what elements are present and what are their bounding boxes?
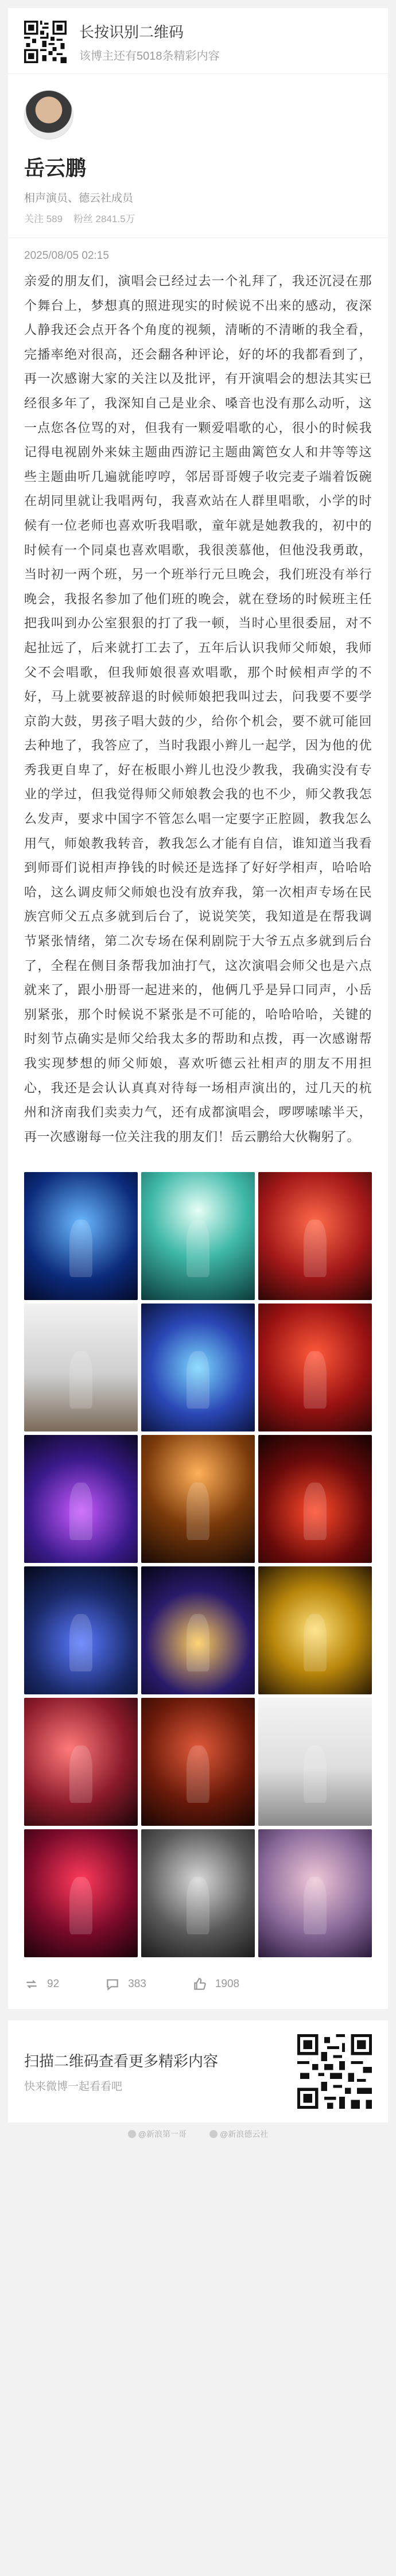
weibo-logo-icon <box>128 2130 136 2138</box>
post-card <box>8 73 388 2009</box>
photo-13[interactable] <box>24 1698 138 1826</box>
like-count: 1908 <box>215 1978 240 1991</box>
photo-grid <box>8 1161 388 1963</box>
avatar[interactable] <box>24 90 73 139</box>
photo-7[interactable] <box>24 1435 138 1563</box>
watermarks <box>0 2123 396 2140</box>
like-button[interactable] <box>192 1977 239 1992</box>
watermark-right <box>209 2128 268 2140</box>
following-count: 关注 589 <box>24 214 63 224</box>
weibo-logo-icon <box>209 2130 218 2138</box>
photo-10[interactable] <box>24 1566 138 1694</box>
like-icon <box>192 1977 207 1992</box>
qr-header-title: 长按识别二维码 <box>79 24 184 41</box>
footer-subtitle: 快来微博一起看看吧 <box>24 2081 123 2093</box>
photo-2[interactable] <box>141 1172 255 1300</box>
profile-description: 相声演员、德云社成员 <box>24 192 134 204</box>
watermark-left <box>128 2128 187 2140</box>
footer-title: 扫描二维码查看更多精彩内容 <box>24 2053 219 2070</box>
footer-qr-section <box>8 2020 388 2123</box>
photo-16[interactable] <box>24 1829 138 1957</box>
photo-1[interactable] <box>24 1172 138 1300</box>
repost-count: 92 <box>47 1978 60 1991</box>
photo-18[interactable] <box>258 1829 372 1957</box>
repost-button[interactable] <box>24 1977 59 1992</box>
qr-header <box>8 8 388 73</box>
comment-icon <box>105 1977 120 1992</box>
profile-stats <box>24 211 372 225</box>
footer-qr-code-icon[interactable] <box>297 2034 372 2109</box>
photo-14[interactable] <box>141 1698 255 1826</box>
watermark-left-text: @新浪第一哥 <box>138 2129 187 2139</box>
qr-header-subtitle: 该博主还有5018条精彩内容 <box>79 50 220 63</box>
photo-4[interactable] <box>24 1303 138 1431</box>
comment-button[interactable] <box>105 1977 146 1992</box>
photo-17[interactable] <box>141 1829 255 1957</box>
qr-code-icon[interactable] <box>24 21 67 63</box>
photo-5[interactable] <box>141 1303 255 1431</box>
photo-3[interactable] <box>258 1172 372 1300</box>
follower-count: 粉丝 2841.5万 <box>73 214 135 224</box>
photo-15[interactable] <box>258 1698 372 1826</box>
profile-name[interactable]: 岳云鹏 <box>24 156 87 180</box>
photo-6[interactable] <box>258 1303 372 1431</box>
photo-11[interactable] <box>141 1566 255 1694</box>
repost-icon <box>24 1977 39 1992</box>
comment-count: 383 <box>128 1978 146 1991</box>
watermark-right-text: @新浪德云社 <box>220 2129 269 2139</box>
photo-12[interactable] <box>258 1566 372 1694</box>
photo-8[interactable] <box>141 1435 255 1563</box>
post-text: 亲爱的朋友们，演唱会已经过去一个礼拜了，我还沉浸在那个舞台上，梦想真的照进现实的时候说不出来的感动，夜深人静我还会点开各个角度的视频，清晰的不清晰的我全看，完播率绝对很高，还会翻各种评论，好的坏的我都看到了，再一次感谢大家的关注以及批评，有开演唱会的想法其实已经很多年了，我深知自己是业余、嗓音也没有那么动听，这一点您各位骂的对，但我有一颗爱唱歌的心，很小的时候我记得电视剧外来妹主题曲西游记主题曲篱笆女人和井等等这些主题曲听几遍就能哼哼，邻居哥哥嫂子收完麦子端着饭碗在胡同里就让我唱两句，我喜欢站在人群里唱歌，小学的时候有一位老师也喜欢听我唱歌，童年就是她教我的，初中的时候有一个同桌也喜欢唱歌，我很羡慕他，但他没我勇敢，当时初一两个班，另一个班举行元旦晚会，我们班没有举行晚会，我报名参加了他们班的晚会，就在登场的时候班主任把我叫到办公室狠狠的打了我一顿，当时心里很委屈，对不起扯远了，后来就打工去了，五年后认识我师父师娘，我师父不会唱歌，但我师娘很喜欢唱歌，那个时候相声学的不好，马上就要被辞退的时候师娘把我叫过去，问我要不要学京韵大鼓，男孩子唱大鼓的少，给你个机会，要不就可能回去种地了，我答应了，当时我跟小辫儿一起学，因为他的优秀我更自卑了，好在板眼小辫儿也没少教我，我确实没有专业的学过，但我觉得师父师娘教会我的也不少，师父教我怎么发声，要求中国字不管怎么唱一定要字正腔圆，教我怎么用气，师娘教我转音，教我怎么才能有自信，谁知道当我看到师哥们说相声挣钱的时候还是选择了好好学相声，哈哈哈哈，这么调皮师父师娘也没有放弃我，第一次相声专场在民族宫师父五点多就到后台了，说说笑笑，我知道是在帮我调节紧张情绪，第二次专场在保利剧院于大爷五点多就到后台了，全程在侧目条帮我加油打气，这次演唱会师父也是六点就来了，跟小册哥一起进来的，他俩几乎是异口同声，小岳别紧张，那个时候说不紧张是不可能的，哈哈哈哈，关键的时刻节点确实是师父给我太多的帮助和点拨，再一次感谢帮我实现梦想的师父师娘，喜欢听德云社相声的朋友不用担心，我还是会认认真真对待每一场相声演出的，过几天的杭州和济南我们卖卖力气，还有成都演唱会，啰啰嗦嗦半天，再一次感谢每一位关注我的朋友们！岳云鹏给大伙鞠躬了。 <box>24 274 372 1144</box>
photo-9[interactable] <box>258 1435 372 1563</box>
action-bar <box>8 1963 388 2009</box>
post-date: 2025/08/05 02:15 <box>24 250 109 262</box>
profile-section <box>8 73 388 238</box>
post-body <box>8 238 388 1161</box>
